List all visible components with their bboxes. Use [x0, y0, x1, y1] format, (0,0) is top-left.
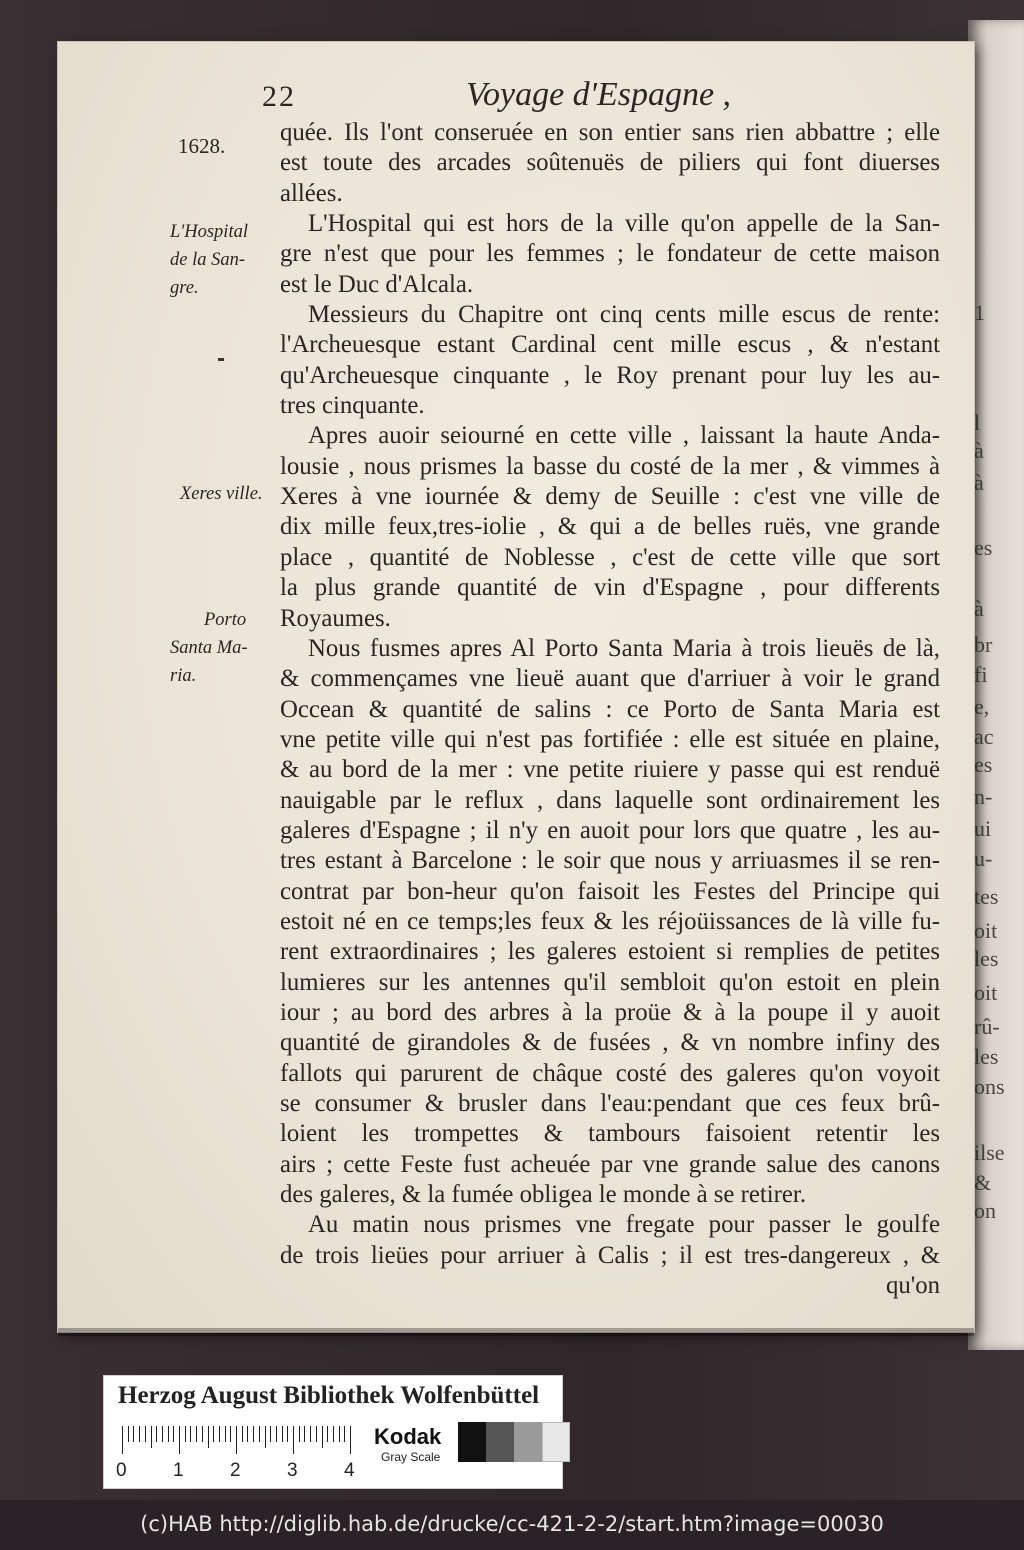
gray-swatch-light [542, 1422, 570, 1462]
ink-mark [218, 358, 224, 361]
text-line: allées. [280, 179, 343, 207]
ruler-tick [213, 1426, 214, 1442]
ruler-tick [276, 1426, 277, 1442]
margin-note-xeres [180, 480, 263, 508]
margin-note-line: L'Hospital [170, 222, 248, 242]
ruler-number: 4 [344, 1460, 355, 1481]
ruler-tick [179, 1426, 180, 1454]
text-line: qu'on [885, 1272, 940, 1300]
text-line: nauigable par le reflux , dans laquelle sont ordinairement les [280, 786, 940, 814]
gray-swatch-black [458, 1422, 486, 1462]
gray-swatch-dark [486, 1422, 514, 1462]
text-line: de trois lieües pour arriuer à Calis ; il est tres-dangereux , & [280, 1241, 940, 1269]
ruler-tick [247, 1426, 248, 1442]
ruler-tick [173, 1426, 174, 1442]
ruler-tick [282, 1426, 283, 1442]
text-line: lumieres sur les antennes qu'il sembloit qu'on estoit en plein [280, 968, 940, 996]
text-line: lousie , nous prismes la basse du costé de la mer , & vimmes à [280, 452, 940, 480]
text-line: Xeres à vne iournée & demy de Seuille : c'est vne ville de [280, 483, 940, 511]
facing-page-fragment: à [974, 596, 984, 621]
ruler-tick [293, 1426, 294, 1454]
ruler-tick [322, 1426, 323, 1448]
ruler-tick [242, 1426, 243, 1442]
ruler-number: 2 [230, 1460, 241, 1481]
facing-page-fragment: ons [974, 1074, 1005, 1099]
ruler-tick [304, 1426, 305, 1442]
facing-page-fragment: oit [974, 980, 998, 1005]
margin-note-line: Santa Ma- [170, 638, 248, 658]
facing-page-fragment: ui [974, 816, 992, 841]
page-shadow [58, 1328, 974, 1336]
text-line: est le Duc d'Alcala. [280, 270, 474, 298]
text-line: se consumer & brusler dans l'eau:pendant que ces feux brû- [280, 1090, 940, 1117]
margin-note-porto [170, 606, 248, 690]
ruler-tick [128, 1426, 129, 1442]
running-title: Voyage d'Espagne , [466, 76, 732, 113]
facing-page-fragment: & [974, 1170, 992, 1195]
ruler-tick [156, 1426, 157, 1442]
ruler-tick [162, 1426, 163, 1442]
library-name: Herzog August Bibliothek Wolfenbüttel [118, 1382, 540, 1409]
facing-page-fragment: es [974, 535, 993, 560]
margin-note-line: de la San- [170, 250, 246, 270]
ruler-tick [259, 1426, 260, 1442]
text-line: tres cinquante. [280, 392, 425, 420]
body-text [280, 118, 940, 1301]
ruler-tick [344, 1426, 345, 1442]
text-line: des galeres, & la fumée obligea le monde à se retirer. [280, 1181, 807, 1209]
ruler-tick [168, 1426, 169, 1442]
ruler-numbers [116, 1460, 366, 1482]
facing-page-fragment: l [974, 410, 981, 435]
text-line: Messieurs du Chapitre ont cinq cents mille escus de rente: [308, 301, 940, 329]
ruler-tick [208, 1426, 209, 1448]
page-number: 22 [262, 80, 296, 113]
ruler-tick [350, 1426, 351, 1454]
ruler-tick [196, 1426, 197, 1442]
ruler-tick [327, 1426, 328, 1442]
text-line: l'Archeuesque estant Cardinal cent mille escus , & n'estant [280, 331, 940, 359]
text-line: la plus grande quantité de vin d'Espagne , pour differents [280, 574, 940, 602]
text-line: quantité de girandoles & de fusées , & vn nombre infiny des [280, 1029, 940, 1057]
text-line: dix mille feux,tres-iolie , & qui a de belles ruës, vne grande [280, 513, 940, 541]
ruler-tick [219, 1426, 220, 1442]
ruler-tick [185, 1426, 186, 1442]
text-line: & commençames vne lieuë auant que d'arriuer à voir le grand [280, 665, 940, 693]
ruler-number: 0 [116, 1460, 127, 1481]
text-line: vne petite ville qui n'est pas fortifiée : elle est située en plaine, [280, 725, 940, 753]
ruler-tick [270, 1426, 271, 1442]
ruler-tick [265, 1426, 266, 1448]
text-line: gre n'est que pour les femmes ; le fondateur de cette maison [280, 240, 940, 268]
facing-page-fragment: les [974, 946, 999, 971]
text-line: galeres d'Espagne ; il n'y en auoit pour lors que quatre , les au- [280, 816, 940, 844]
text-line: Au matin nous prismes vne fregate pour passer le goulfe [308, 1211, 940, 1239]
ruler-tick [299, 1426, 300, 1442]
ruler-tick [202, 1426, 203, 1442]
text-line: fallots qui parurent de châque costé des galeres qu'on voyoit [280, 1059, 940, 1087]
text-line: & au bord de la mer : vne petite riuiere y passe qui est renduë [280, 756, 940, 784]
text-line: tres estant à Barcelone : le soir que nous y arriuasmes il se ren- [280, 847, 940, 875]
ruler-tick [333, 1426, 334, 1442]
ruler-tick [230, 1426, 231, 1442]
text-line: L'Hospital qui est hors de la ville qu'on appelle de la San- [308, 210, 940, 238]
facing-page-fragment: br [974, 632, 993, 657]
ruler-tick [190, 1426, 191, 1442]
facing-page-fragment: fi [974, 662, 988, 687]
text-line: Nous fusmes apres Al Porto Santa Maria à trois lieuës de là, [308, 634, 940, 662]
text-line: quée. Ils l'ont conseruée en son entier sans rien abbattre ; elle [280, 119, 940, 146]
ruler-number: 3 [287, 1460, 298, 1481]
facing-page-fragment: tes [974, 884, 999, 909]
margin-note-line: Xeres ville. [180, 484, 263, 504]
text-line: loient les trompettes & tambours faisoient retentir les [280, 1120, 940, 1148]
text-line: iour ; au bord des arbres à la proüe & à la poupe il y auoit [280, 998, 940, 1026]
text-line: rent extraordinaires ; les galeres estoient si remplies de petites [280, 938, 940, 966]
text-line: est toute des arcades soûtenuës de piliers qui font diuerses [280, 149, 940, 177]
ruler-tick [139, 1426, 140, 1442]
footer-caption: (c)HAB http://diglib.hab.de/drucke/cc-421-2-2/start.htm?image=00030 [140, 1512, 884, 1536]
ruler-tick [145, 1426, 146, 1442]
facing-page-edge [968, 20, 1024, 1350]
facing-page-fragment: es [974, 752, 993, 777]
text-line: qu'Archeuesque cinquante , le Roy prenant pour luy les au- [280, 361, 940, 389]
gray-scale-label: Gray Scale [381, 1450, 441, 1464]
color-target [103, 1375, 563, 1489]
ruler-tick [133, 1426, 134, 1442]
text-line: Apres auoir seiourné en cette ville , laissant la haute Anda- [308, 422, 940, 450]
margin-note-line: ria. [170, 666, 197, 686]
facing-page-fragment: u- [974, 846, 993, 871]
facing-page-fragment: ac [974, 724, 994, 749]
ruler-tick [151, 1426, 152, 1448]
text-line: estoit né en ce temps;les feux & les réjoüissances de là ville fu- [280, 907, 940, 935]
ruler-tick [310, 1426, 311, 1442]
ruler-tick [316, 1426, 317, 1442]
facing-page-fragment: ilse [974, 1140, 1005, 1165]
margin-note-hospital [170, 218, 248, 302]
ruler-tick [236, 1426, 237, 1454]
text-line: airs ; cette Feste fust acheuée par vne grande salue des canons [280, 1150, 940, 1178]
gray-swatch-mid [514, 1422, 542, 1462]
facing-page-fragment: rû- [974, 1014, 1000, 1039]
facing-page-fragment: e, [974, 694, 990, 719]
ruler-tick [287, 1426, 288, 1442]
ruler-tick [339, 1426, 340, 1442]
text-line: Occean & quantité de salins : ce Porto de Santa Maria est [280, 695, 940, 723]
ruler-scale [122, 1426, 354, 1454]
facing-page-fragment: à [974, 470, 984, 495]
facing-page-fragment: on [974, 1198, 996, 1223]
facing-page-fragment: n- [974, 784, 993, 809]
margin-year: 1628. [178, 134, 226, 158]
kodak-logo: Kodak [374, 1424, 442, 1449]
facing-page-fragment: à [974, 438, 984, 463]
text-line: place , quantité de Noblesse , c'est de cette ville que sort [280, 543, 940, 571]
margin-note-line: Porto [204, 610, 247, 630]
text-line: contrat par bon-heur qu'on faisoit les Festes del Principe qui [280, 877, 940, 905]
ruler-tick [225, 1426, 226, 1442]
facing-page-fragment: oit [974, 918, 998, 943]
ruler-number: 1 [173, 1460, 184, 1481]
ruler-tick [122, 1426, 123, 1454]
margin-note-line: gre. [170, 278, 199, 298]
ruler-tick [253, 1426, 254, 1442]
facing-page-fragment: les [974, 1044, 999, 1069]
text-line: Royaumes. [280, 604, 391, 632]
facing-page-fragment: 1 [974, 300, 985, 325]
